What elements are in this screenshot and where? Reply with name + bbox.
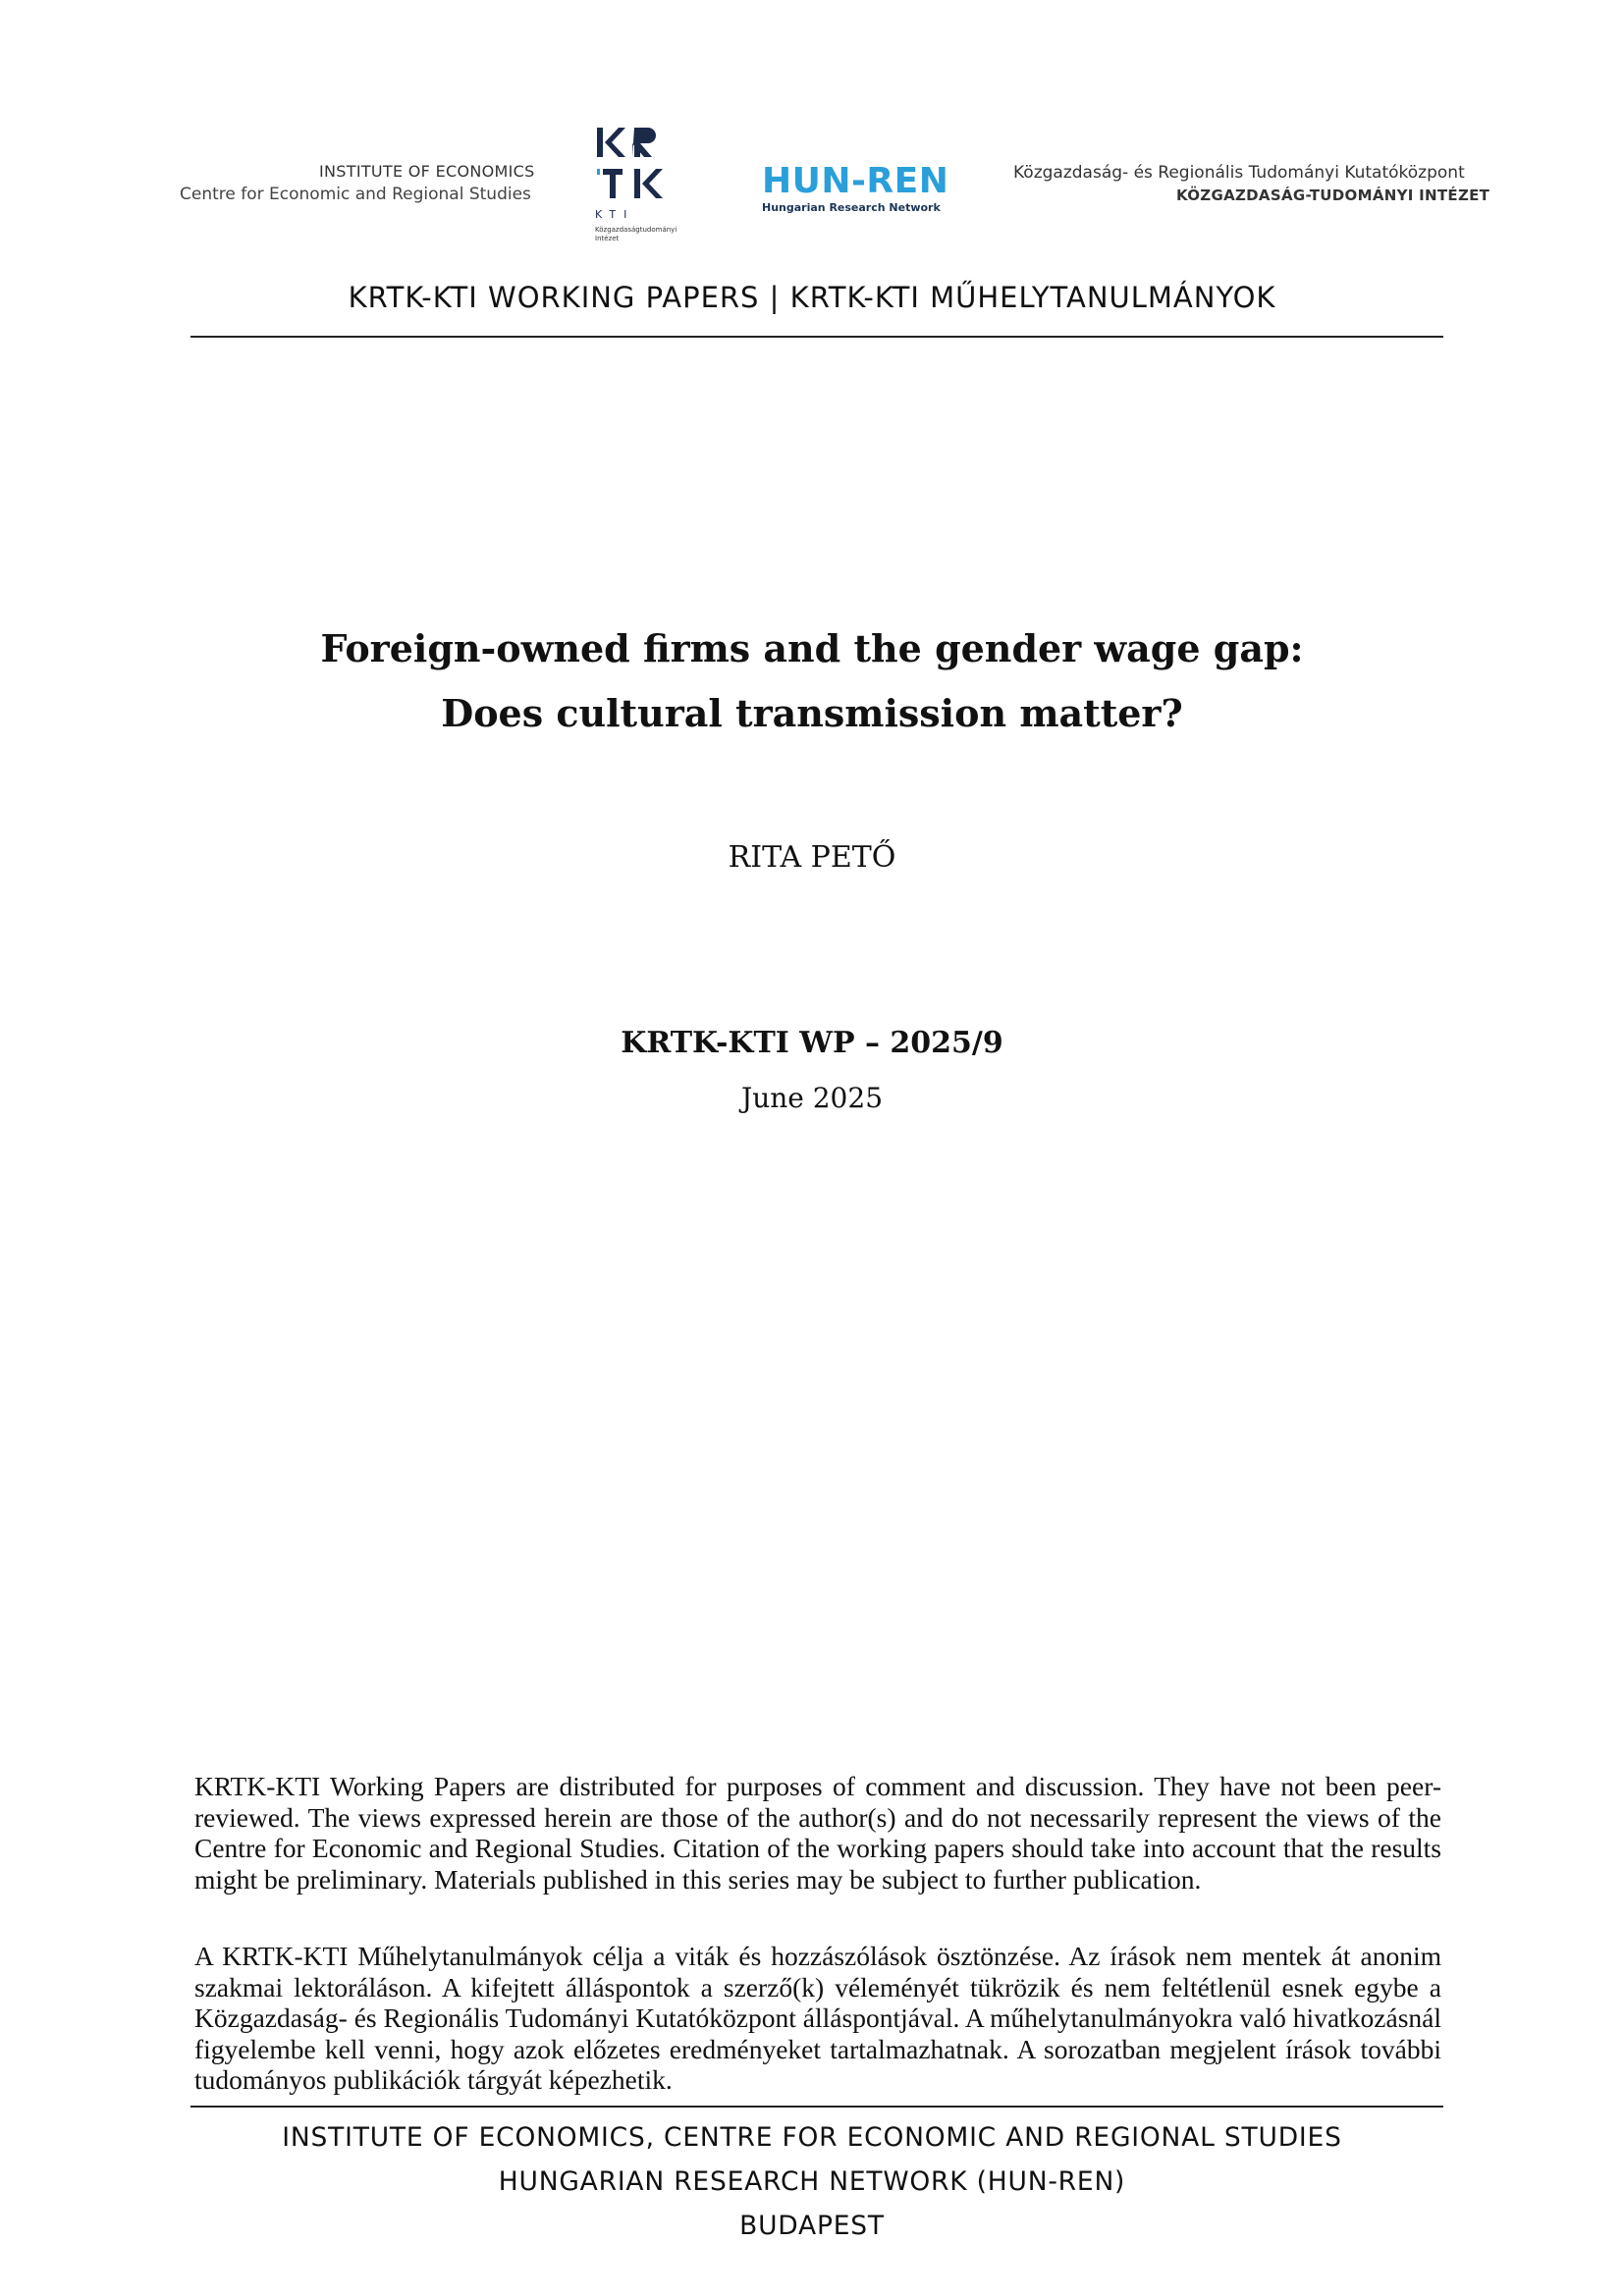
hunren-logo-tagline: Hungarian Research Network: [762, 201, 941, 214]
kti-logo-line1: Közgazdaság- és Regionális Tudományi Kutatóközpont: [1013, 163, 1465, 183]
publication-date: June 2025: [740, 1082, 884, 1114]
kti-institute-logo: [1013, 161, 1489, 206]
header-logos: [0, 116, 1624, 253]
author-name: RITA PETŐ: [728, 840, 896, 875]
hunren-logo: [762, 162, 958, 221]
krtk-subcaption1: Közgazdaságtudományi: [595, 226, 677, 234]
kti-logo-line2: KÖZGAZDASÁG-TUDOMÁNYI INTÉZET: [1176, 187, 1490, 204]
ie-logo-line2: Centre for Economic and Regional Studies: [180, 185, 531, 204]
series-name: KRTK-KTI WORKING PAPERS | KRTK-KTI MŰHELYTANULMÁNYOK: [348, 281, 1276, 314]
disclaimer-hungarian: A KRTK-KTI Műhelytanulmányok célja a viták és hozzászólások ösztönzése. Az írások nem mentek át anonim szakmai lektoráláson. A kifejtett álláspontok a szerző(k) véleményét tükrözik és nem feltétlenül esnek egybe a Közgazdaság- és Regionális Tudományi Kutatóközpont álláspontjával. A műhelytanulmányokra való hivatkozásnál figyelembe kell venni, hogy azok előzetes eredményeket tartalmazhatnak. A sorozatban megjelent írások további tudományos publikációk tárgyát képezhetik.: [194, 1941, 1441, 2095]
krtk-subcaption2: Intézet: [595, 235, 620, 242]
footer: [0, 2115, 1624, 2248]
footer-line2: HUNGARIAN RESEARCH NETWORK (HUN-REN): [498, 2166, 1126, 2197]
footer-line3: BUDAPEST: [739, 2211, 885, 2241]
title-line2: Does cultural transmission matter?: [441, 691, 1183, 735]
ie-logo-line1: INSTITUTE OF ECONOMICS: [319, 162, 535, 181]
footer-divider: [190, 2106, 1443, 2108]
institute-of-economics-logo: [180, 161, 535, 206]
paper-title: [0, 616, 1624, 746]
header-divider: [190, 336, 1443, 338]
krtk-mark-icon: [589, 128, 687, 255]
krtk-caption: KTI: [595, 208, 635, 221]
working-paper-number: KRTK-KTI WP – 2025/9: [621, 1026, 1003, 1060]
disclaimer-english: KRTK-KTI Working Papers are distributed for purposes of comment and discussion. They have not been peer-reviewed. The views expressed herein are those of the author(s) and do not necessarily represent the views of the Centre for Economic and Regional Studies. Citation of the working papers should take into account that the results might be preliminary. Materials published in this series may be subject to further publication.: [194, 1771, 1441, 1895]
footer-line1: INSTITUTE OF ECONOMICS, CENTRE FOR ECONOMIC AND REGIONAL STUDIES: [282, 2122, 1342, 2153]
title-line1: Foreign-owned firms and the gender wage gap:: [320, 626, 1304, 670]
hunren-logo-name: HUN-REN: [762, 161, 949, 201]
krtk-logo: [589, 128, 687, 255]
